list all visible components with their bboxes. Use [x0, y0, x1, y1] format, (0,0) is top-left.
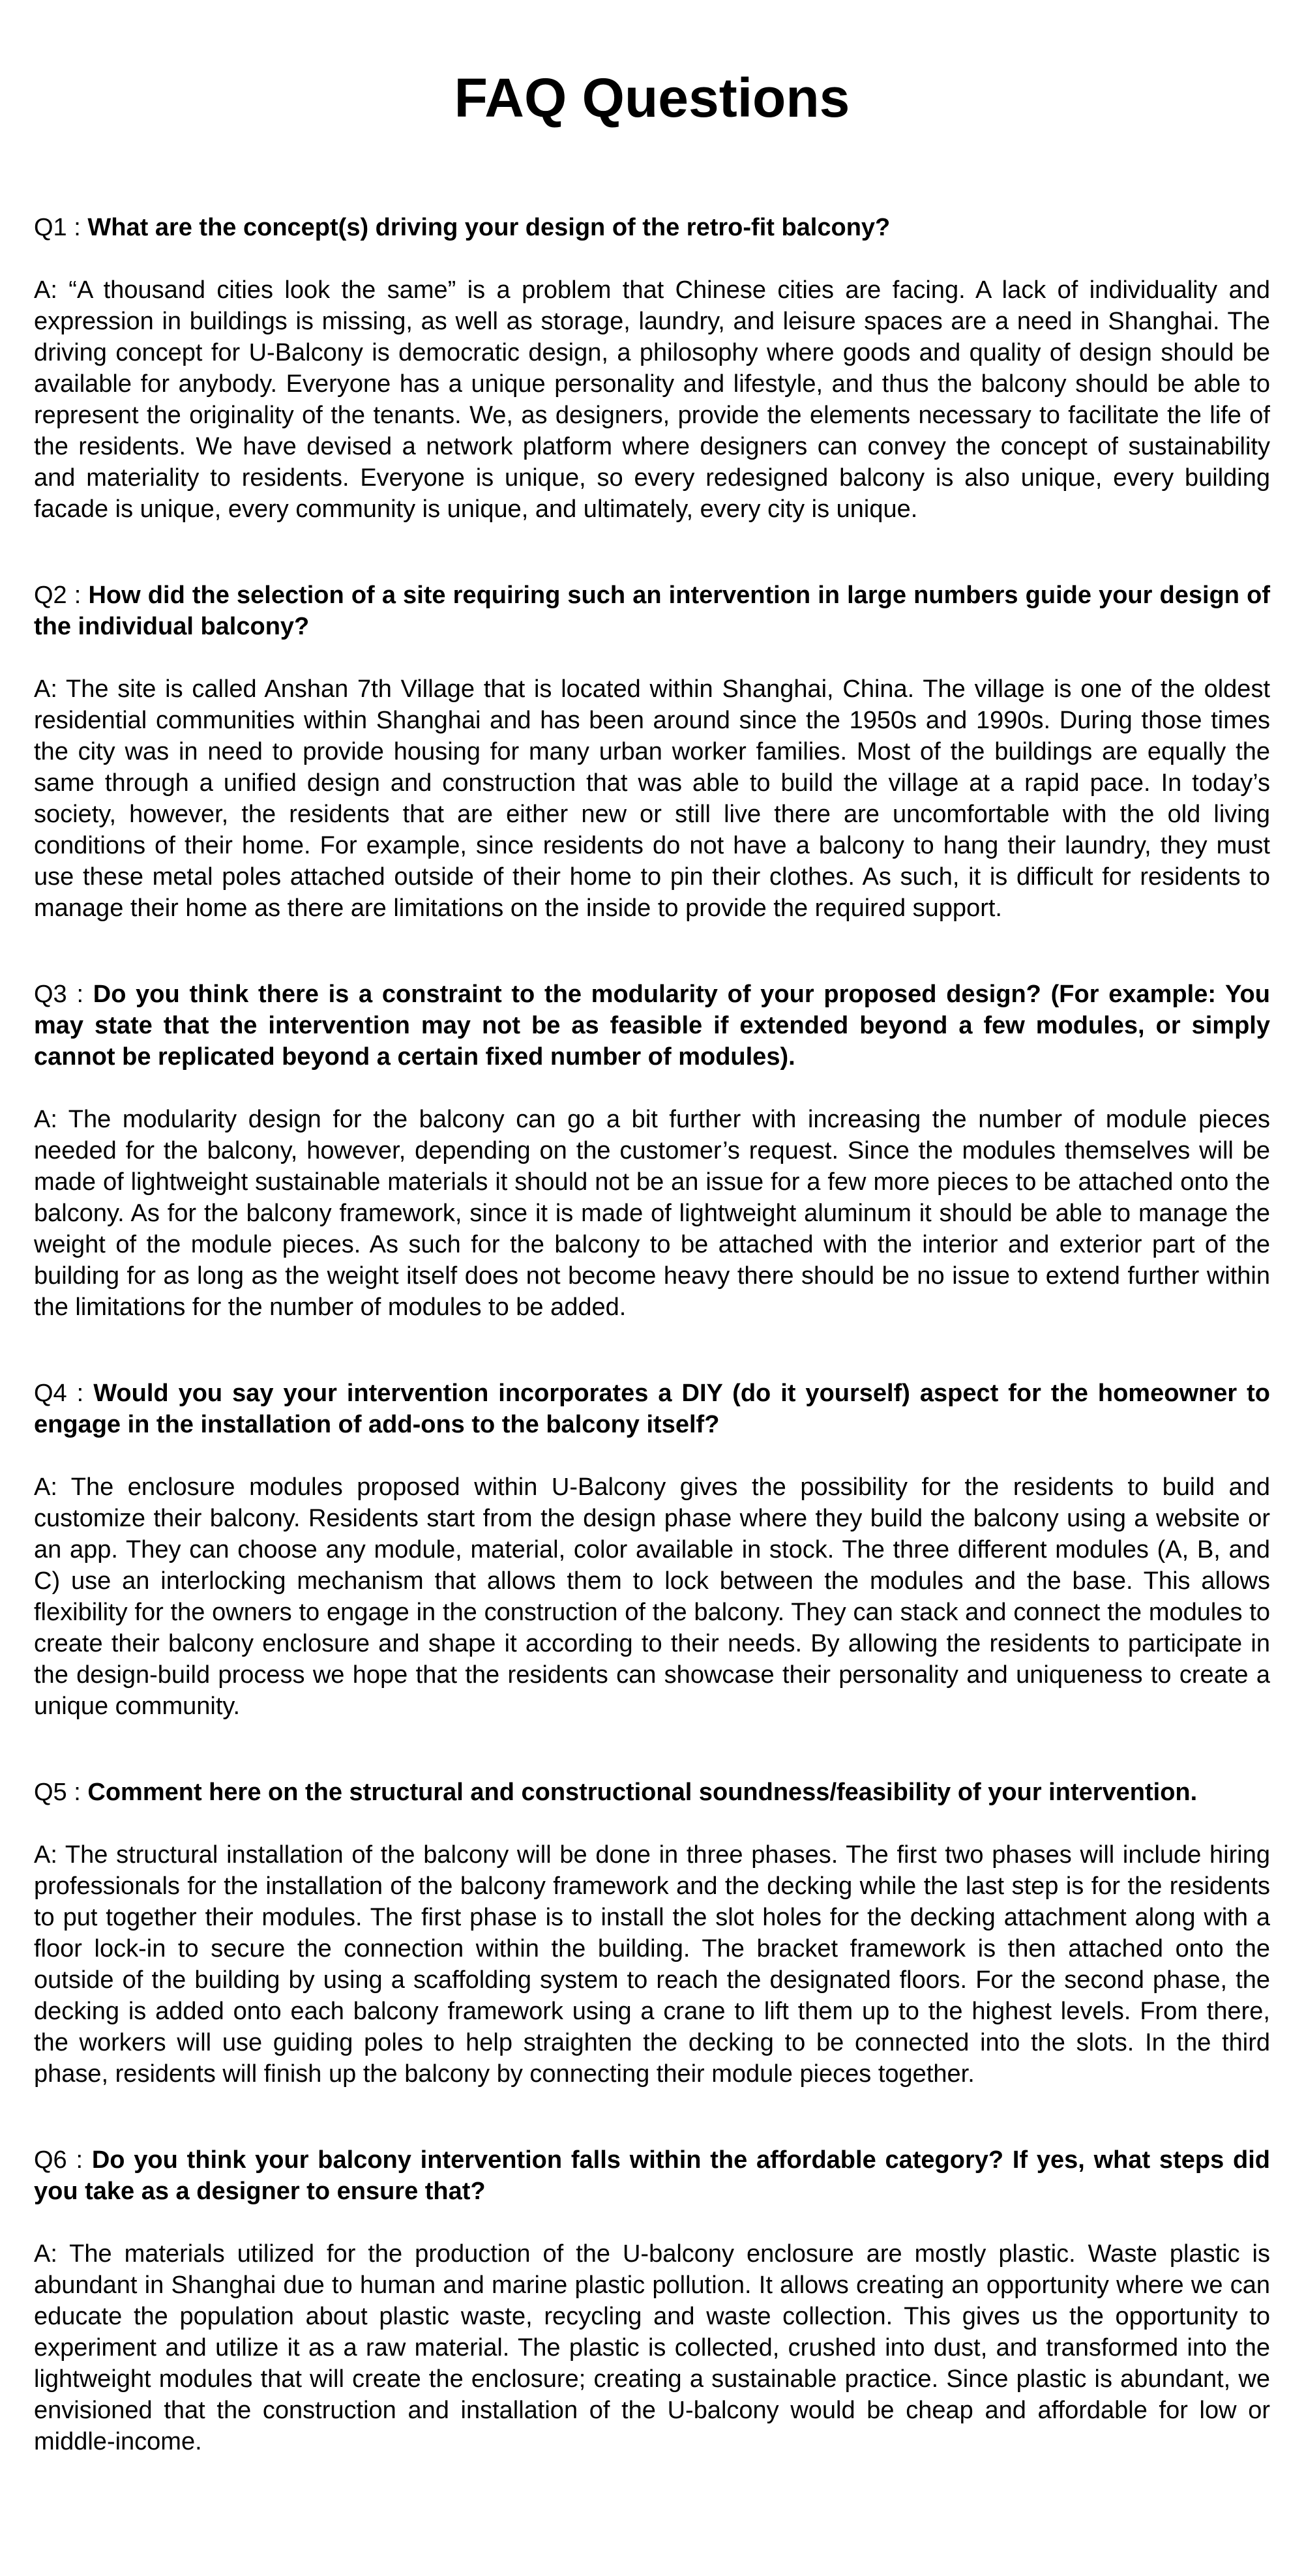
question-text: Comment here on the structural and constructional soundness/feasibility of your intervention.: [87, 1779, 1198, 1806]
question-text: Do you think your balcony intervention falls within the affordable category? If yes, what steps did you take as a designer to ensure that?: [34, 2146, 1270, 2205]
faq-list: [34, 212, 1270, 2457]
question-number: Q1: [34, 214, 67, 241]
question-separator: :: [67, 981, 93, 1008]
question-text: Would you say your intervention incorporates a DIY (do it yourself) aspect for the homeowner to engage in the installation of add-ons to the balcony itself?: [34, 1380, 1270, 1438]
faq-item-q4: [34, 1378, 1270, 1722]
answer-text: A: “A thousand cities look the same” is a problem that Chinese cities are facing. A lack of individuality and expression in buildings is missing, as well as storage, laundry, and leisure spaces are a need in Shanghai. The driving concept for U-Balcony is democratic design, a philosophy where goods and quality of design should be available for anybody. Everyone has a unique personality and lifestyle, and thus the balcony should be able to represent the originality of the tenants. We, as designers, provide the elements necessary to facilitate the life of the residents. We have devised a network platform where designers can convey the concept of sustainability and materiality to residents. Everyone is unique, so every redesigned balcony is also unique, every building facade is unique, every community is unique, and ultimately, every city is unique.: [34, 276, 1270, 523]
question: [34, 1777, 1270, 1808]
question-number: Q3: [34, 981, 67, 1008]
answer-text: A: The site is called Anshan 7th Village that is located within Shanghai, China. The village is one of the oldest residential communities within Shanghai and has been around since the 1950s and 1990s. During those times the city was in need to provide housing for many urban worker families. Most of the buildings are equally the same through a unified design and construction that was able to build the village at a rapid pace. In today’s society, however, the residents that are either new or still live there are uncomfortable with the old living conditions of their home. For example, since residents do not have a balcony to hang their laundry, they must use these metal poles attached outside of their home to pin their clothes. As such, it is difficult for residents to manage their home as there are limitations on the inside to provide the required support.: [34, 675, 1270, 922]
question: [34, 979, 1270, 1073]
question: [34, 580, 1270, 642]
faq-item-q2: [34, 580, 1270, 924]
question-separator: :: [67, 214, 88, 241]
answer-text: A: The enclosure modules proposed within U-Balcony gives the possibility for the residents to build and customize their balcony. Residents start from the design phase where they build the balcony using a website or an app. They can choose any module, material, color available in stock. The three different modules (A, B, and C) use an interlocking mechanism that allows them to lock between the modules and the base. This allows flexibility for the owners to engage in the construction of the balcony. They can stack and connect the modules to create their balcony enclosure and shape it according to their needs. By allowing the residents to participate in the design-build process we hope that the residents can showcase their personality and uniqueness to create a unique community.: [34, 1473, 1270, 1720]
question-number: Q6: [34, 2146, 67, 2174]
question-number: Q5: [34, 1779, 67, 1806]
question: [34, 2144, 1270, 2207]
question-number: Q2: [34, 582, 67, 609]
faq-item-q3: [34, 979, 1270, 1323]
question-text: What are the concept(s) driving your design of the retro-fit balcony?: [87, 214, 891, 241]
question-separator: :: [67, 582, 89, 609]
faq-item-q1: [34, 212, 1270, 525]
question-number: Q4: [34, 1380, 67, 1407]
answer-text: A: The materials utilized for the production of the U-balcony enclosure are mostly plastic. Waste plastic is abundant in Shanghai due to human and marine plastic pollution. It allows creating an opportunity where we can educate the population about plastic waste, recycling and waste collection. This gives us the opportunity to experiment and utilize it as a raw material. The plastic is collected, crushed into dust, and transformed into the lightweight modules that will create the enclosure; creating a sustainable practice. Since plastic is abundant, we envisioned that the construction and installation of the U-balcony would be cheap and affordable for low or middle-income.: [34, 2240, 1270, 2455]
question-separator: :: [67, 1779, 88, 1806]
answer-text: A: The structural installation of the balcony will be done in three phases. The first two phases will include hiring professionals for the installation of the balcony framework and the decking while the last step is for the residents to put together their modules. The first phase is to install the slot holes for the decking attachment along with a floor lock-in to secure the connection within the building. The bracket framework is then attached onto the outside of the building by using a scaffolding system to reach the designated floors. For the second phase, the decking is added onto each balcony framework using a crane to lift them up to the highest levels. From there, the workers will use guiding poles to help straighten the decking to be connected into the slots. In the third phase, residents will finish up the balcony by connecting their module pieces together.: [34, 1841, 1270, 2088]
faq-item-q6: [34, 2144, 1270, 2457]
question-text: Do you think there is a constraint to the modularity of your proposed design? (For example: You may state that the intervention may not be as feasible if extended beyond a few modules, or simply cannot be replicated beyond a certain fixed number of modules).: [34, 981, 1270, 1071]
question-separator: :: [67, 2146, 92, 2174]
answer-text: A: The modularity design for the balcony can go a bit further with increasing the number of module pieces needed for the balcony, however, depending on the customer’s request. Since the modules themselves will be made of lightweight sustainable materials it should not be an issue for a few more pieces to be attached onto the balcony. As for the balcony framework, since it is made of lightweight aluminum it should be able to manage the weight of the module pieces. As such for the balcony to be attached with the interior and exterior part of the building for as long as the weight itself does not become heavy there should be no issue to extend further within the limitations for the number of modules to be added.: [34, 1106, 1270, 1321]
question-separator: :: [67, 1380, 94, 1407]
page-title: FAQ Questions: [454, 67, 850, 128]
question-text: How did the selection of a site requiring such an intervention in large numbers guide your design of the individual balcony?: [34, 582, 1270, 640]
question: [34, 1378, 1270, 1440]
faq-item-q5: [34, 1777, 1270, 2090]
question: [34, 212, 1270, 243]
